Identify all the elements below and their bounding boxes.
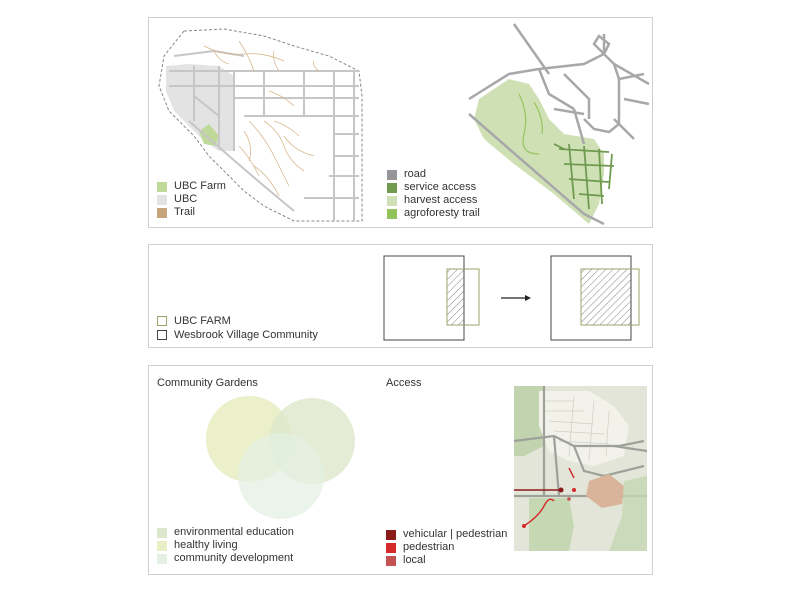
- healthy-living-swatch: [157, 541, 167, 551]
- local-swatch: [386, 556, 396, 566]
- access-title: Access: [386, 377, 422, 389]
- legend-label: Trail: [174, 206, 195, 218]
- pedestrian-swatch: [386, 543, 396, 553]
- community-development-circle: [238, 433, 324, 519]
- legend-item-road: [387, 168, 480, 181]
- legend-item-agroforesty-trail: [387, 207, 480, 220]
- community-development-swatch: [157, 554, 167, 564]
- access-site-plan: [514, 386, 647, 551]
- legend-item-pedestrian: [386, 541, 507, 554]
- legend-label: road: [404, 168, 427, 180]
- legend-item-ubc: [157, 193, 226, 206]
- legend-label: Wesbrook Village Community: [174, 328, 318, 341]
- legend-label: UBC FARM: [174, 314, 231, 327]
- ubc-area: [166, 64, 234, 151]
- ubc-swatch: [157, 195, 167, 205]
- legend-item-ubc-farm: [157, 180, 226, 193]
- legend-label: harvest access: [404, 194, 478, 206]
- harvest-access-swatch: [387, 196, 397, 206]
- legend-item-vehicular-pedestrian: [386, 528, 507, 541]
- service-access-swatch: [387, 183, 397, 193]
- legend-item-harvest-access: [387, 194, 480, 207]
- gardens-venn: [204, 396, 364, 516]
- legend-label: community development: [174, 552, 294, 564]
- legend-label: agroforesty trail: [404, 207, 480, 219]
- vehicular-pedestrian-swatch: [386, 530, 396, 540]
- legend-item-community-development: [157, 552, 294, 565]
- legend-item-trail: [157, 206, 226, 219]
- agroforesty-trail-swatch: [387, 209, 397, 219]
- ubc-farm-swatch: [157, 316, 167, 326]
- gardens-legend: [157, 526, 294, 565]
- overlap-hatch-before: [447, 269, 464, 325]
- legend-item-ubc-farm: [157, 314, 318, 328]
- maps-panel: [148, 17, 653, 228]
- legend-label: local: [403, 554, 426, 566]
- legend-label: pedestrian: [403, 541, 455, 553]
- campus-legend: [157, 180, 226, 219]
- legend-label: healthy living: [174, 539, 238, 551]
- overlap-panel: [148, 244, 653, 348]
- overlap-hatch-after: [581, 269, 631, 325]
- legend-label: UBC Farm: [174, 180, 226, 192]
- environmental-education-swatch: [157, 528, 167, 538]
- legend-item-environmental-education: [157, 526, 294, 539]
- access-legend: [386, 528, 507, 567]
- legend-item-healthy-living: [157, 539, 294, 552]
- trail-swatch: [157, 208, 167, 218]
- farm-map: [464, 24, 649, 224]
- legend-item-local: [386, 554, 507, 567]
- legend-item-service-access: [387, 181, 480, 194]
- legend-label: UBC: [174, 193, 198, 205]
- road-swatch: [387, 170, 397, 180]
- wesbrook-swatch: [157, 330, 167, 340]
- legend-label: vehicular | pedestrian: [403, 528, 508, 540]
- gardens-panel: [148, 365, 653, 575]
- legend-label: service access: [404, 181, 477, 193]
- farm-legend: [387, 168, 480, 220]
- overlap-legend: [157, 314, 318, 342]
- gardens-title: Community Gardens: [157, 377, 258, 389]
- ubc-farm-swatch: [157, 182, 167, 192]
- legend-label: environmental education: [174, 526, 294, 538]
- legend-item-wesbrook: [157, 328, 318, 342]
